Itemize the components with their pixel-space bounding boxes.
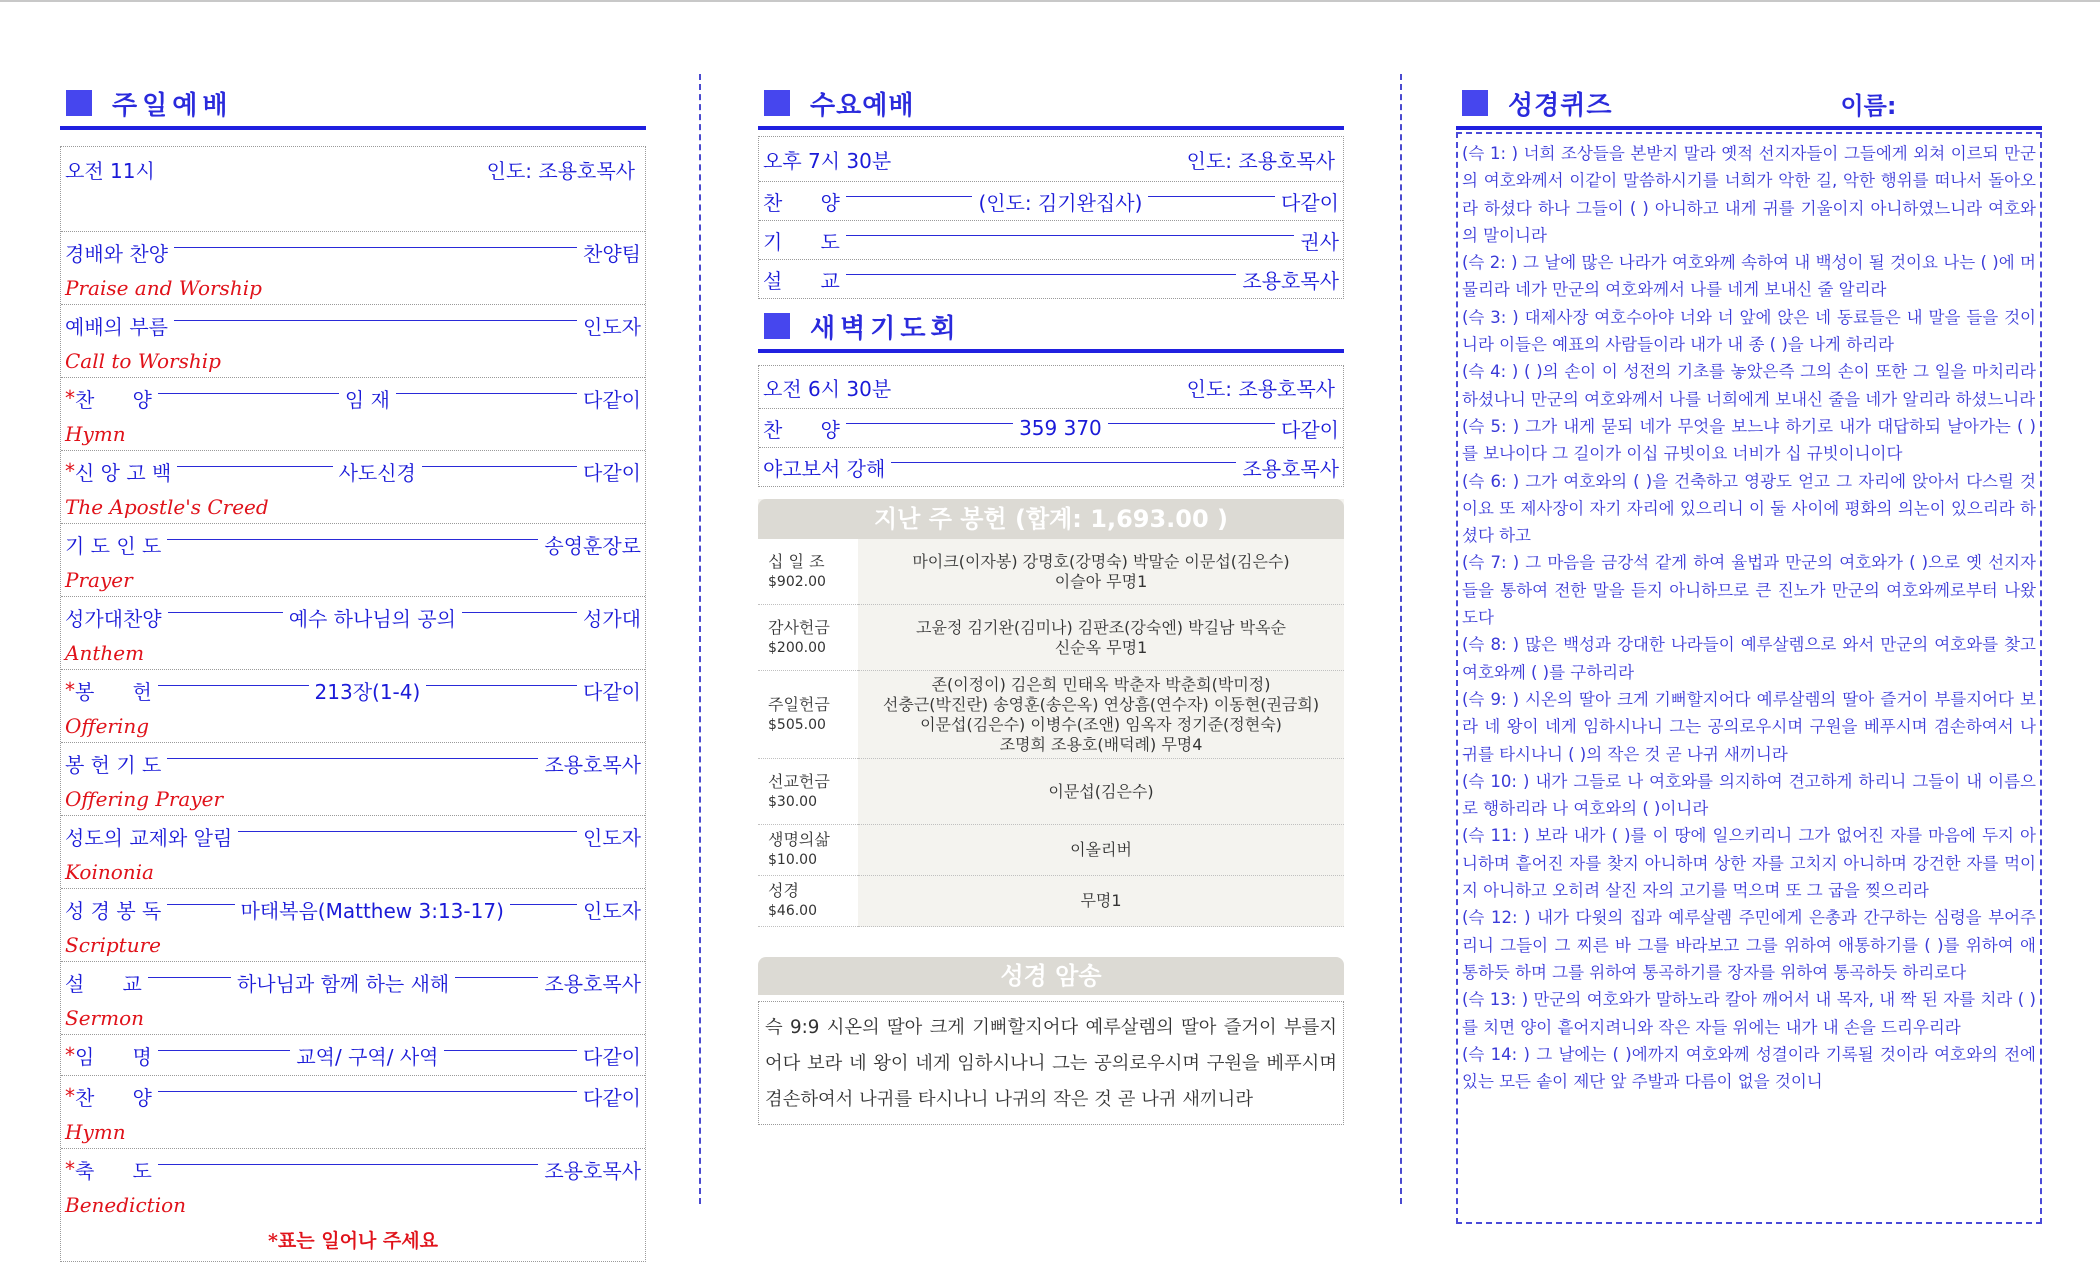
order-label: 신 앙 고 백 [75,460,172,485]
order-person: 송영훈장로 [544,533,641,558]
sunday-order-box [60,146,646,1262]
sunday-time-row [61,147,645,232]
offering-amount: $902.00 [768,573,826,590]
order-person: 조용호목사 [544,971,641,996]
order-person: 조용호목사 [544,1158,641,1183]
wednesday-worship-header [758,80,1344,130]
order-label: 찬 양 [763,417,840,442]
required-stand-marker: * [65,678,75,702]
order-line [65,305,641,345]
order-person: 권사 [1300,229,1339,254]
offering-donors [858,605,1344,671]
bible-quiz-column [1456,80,2042,1224]
offering-category-name: 생명의삶 [768,830,830,849]
donor-line: 무명1 [1080,891,1122,910]
sunday-order-item [61,451,645,524]
sunday-order-item [61,232,645,305]
offering-row [758,825,1344,876]
leader-line [846,274,1237,275]
offering-rows [758,539,1344,927]
quiz-question: (슥 4: ) ( )의 손이 이 성전의 기초를 놓았은즉 그의 손이 또한 그 일을 마치리라 하셨나니 만군의 여호와께서 나를 너희에게 보내신 줄을 네가 알리라 하셨느니라 [1462,362,2036,409]
donor-line: 조명희 조용호(배덕례) 무명4 [999,734,1203,754]
order-person: 다같이 [583,1044,642,1069]
sunday-order-item [61,1035,645,1076]
sunday-order-item [61,378,645,451]
middle-column [758,80,1344,1125]
leader-line [1108,423,1275,424]
leader-line [158,685,309,686]
square-bullet-icon [764,90,790,116]
order-label: 축 도 [75,1158,152,1183]
column-divider-left [699,74,701,1204]
offering-category [758,825,858,876]
donor-line: 존(이정이) 김은희 민태옥 박춘자 박춘희(박미정) [931,674,1271,694]
dawn-order-item [759,409,1343,448]
sunday-time: 오전 11시 [65,158,155,183]
sunday-worship-header [60,80,646,130]
quiz-question: (슥 6: ) 그가 여호와의 ( )을 건축하고 영광도 얻고 그 자리에 앉아서 다스릴 것이요 또 제사장이 자기 자리에 있으리니 이 둘 사이에 평화의 의논이 있으리라 하셨다 하고 [1462,471,2036,546]
offering-category [758,876,858,927]
dawn-order-box [758,365,1344,487]
order-detail: 사도신경 [338,460,416,485]
sunday-order-item [61,524,645,597]
offering-section [758,499,1344,927]
order-detail: 하나님과 함께 하는 새해 [236,971,450,996]
dawn-time-row [759,366,1343,409]
donor-line: 이문섭(김은수) 이병수(조앤) 임옥자 정기준(정현숙) [920,714,1282,734]
wednesday-order-item [759,221,1343,260]
order-label: 찬 양 [763,190,840,215]
order-english-label: Hymn [65,422,126,446]
leader-line [174,320,577,321]
leader-line [426,685,577,686]
leader-line [846,235,1295,236]
order-label: 봉 헌 [75,679,152,704]
order-label: 설 교 [65,971,142,996]
bible-quiz-questions [1462,140,2036,1095]
order-line [65,597,641,637]
leader-line [158,1050,291,1051]
offering-category [758,759,858,825]
order-person: 다같이 [583,679,641,704]
order-label: 예배의 부름 [65,314,168,339]
leader-line [177,466,332,467]
leader-line [238,831,577,832]
offering-row [758,876,1344,927]
order-detail: 마태복음(Matthew 3:13-17) [240,898,504,923]
offering-row [758,671,1344,759]
order-label: 설 교 [763,268,840,293]
order-detail: 359 370 [1019,416,1102,440]
quiz-question: (슥 7: ) 그 마음을 금강석 같게 하여 율법과 만군의 여호와가 ( )으로 옛 선지자들을 통하여 전한 말을 듣지 아니하므로 큰 진노가 만군의 여호와께로부터 나왔도다 [1462,553,2036,628]
sunday-order-item [61,597,645,670]
order-line [65,524,641,564]
sunday-order-item [61,962,645,1035]
order-label: 찬 양 [75,387,152,412]
order-label: 임 명 [75,1044,152,1069]
order-person: 다같이 [1281,417,1340,442]
order-english-label: Koinonia [65,860,154,884]
sunday-order-item [61,305,645,378]
donor-line: 이올리버 [1070,840,1132,859]
sunday-order-item [61,889,645,962]
memory-verse-box [758,1001,1344,1125]
order-line [763,182,1339,220]
quiz-question: (슥 8: ) 많은 백성과 강대한 나라들이 예루살렘으로 와서 만군의 여호와를 찾고 여호와께 ( )를 구하리라 [1462,635,2036,682]
offering-title: 지난 주 봉헌 (합계: 1,693.00 ) [758,499,1344,539]
leader-line [167,539,538,540]
wednesday-time: 오후 7시 30분 [763,148,892,173]
order-line [65,816,641,856]
column-divider-right [1400,74,1402,1204]
offering-category-name: 감사헌금 [768,617,830,637]
order-english-label: Anthem [65,641,145,665]
offering-category [758,539,858,605]
quiz-question: (슥 1: ) 너희 조상들을 본받지 말라 옛적 선지자들이 그들에게 외쳐 이르되 만군의 여호와께서 이같이 말씀하시기를 너희가 악한 길, 악한 행위를 떠나서 돌아오라 하셨다 하나 그들이 ( ) 아니하고 내게 귀를 기울이지 아니하였느니라 여호와의 말이니라 [1462,144,2036,245]
wednesday-order-box [758,136,1344,299]
offering-row [758,605,1344,671]
order-label: 성 경 봉 독 [65,898,162,923]
order-line [65,1035,641,1075]
leader-line [148,977,231,978]
leader-line [444,1050,577,1051]
order-person: 다같이 [1281,190,1339,215]
order-english-label: The Apostle's Creed [65,495,269,519]
dawn-order-item [759,448,1343,486]
offering-category-name: 십 일 조 [768,551,825,571]
order-line [65,1076,641,1116]
dawn-time: 오전 6시 30분 [763,376,892,401]
offering-category [758,605,858,671]
order-line [65,743,641,783]
order-label: 성도의 교제와 알림 [65,825,233,850]
donor-line: 이문섭(김은수) [1048,781,1154,801]
wednesday-worship-title: 수요예배 [810,90,915,121]
order-english-label: Offering Prayer [65,787,224,811]
order-line [763,260,1339,298]
quiz-question: (슥 11: ) 보라 내가 ( )를 이 땅에 일으키리니 그가 없어진 자를 마음에 두지 아니하며 흩어진 자를 찾지 아니하며 상한 자를 고치지 아니하며 강건한 자를 먹이지 아니하고 오히려 살진 자의 고기를 먹으며 또 그 굽을 찢으리라 [1462,826,2036,901]
sunday-order-item [61,1076,645,1149]
offering-amount: $200.00 [768,639,826,656]
leader-line [158,1164,539,1165]
order-detail: 213장(1-4) [314,679,421,704]
offering-row [758,759,1344,825]
memory-verse-section [758,957,1344,1125]
offering-table [758,539,1344,927]
order-english-label: Sermon [65,1006,144,1030]
required-stand-marker: * [65,459,75,483]
order-person: 인도자 [583,314,641,339]
offering-donors [858,539,1344,605]
order-line [65,670,641,710]
memory-verse-text: 슥 9:9 시온의 딸아 크게 기뻐할지어다 예루살렘의 딸아 즐거이 부를지어다 보라 네 왕이 네게 임하시나니 그는 공의로우시며 구원을 베푸시며 겸손하여서 나귀를 타시나니 나귀의 작은 것 곧 나귀 새끼니라 [765,1017,1337,1110]
order-person: 인도자 [583,825,641,850]
quiz-question: (슥 3: ) 대제사장 여호수아야 너와 너 앞에 앉은 네 동료들은 내 말을 들을 것이니라 이들은 예표의 사람들이라 내가 내 종 ( )을 나게 하리라 [1462,307,2036,355]
leader-line [422,466,577,467]
order-label: 기 도 [763,229,840,254]
quiz-question: (슥 5: ) 그가 내게 묻되 네가 무엇을 보느냐 하기로 내가 대답하되 날아가는 ( )를 보나이다 그 길이가 이십 규빗이요 너비가 십 규빗이니이다 [1462,416,2036,464]
leader-line [168,612,283,613]
leader-line [167,758,538,759]
memory-verse-title: 성경 암송 [758,957,1344,995]
leader-line [846,196,973,197]
offering-category-name: 주일헌금 [768,694,830,714]
order-line [65,378,641,418]
offering-donors [858,671,1344,759]
dawn-prayer-title: 새벽기도회 [810,313,961,344]
name-label: 이름: [1840,91,1897,120]
offering-category-name: 선교헌금 [768,771,830,791]
dawn-prayer-header [758,303,1344,353]
required-stand-marker: * [65,1157,75,1181]
order-line [65,451,641,491]
order-detail: 예수 하나님의 공의 [288,606,456,631]
leader-line [510,904,577,905]
order-person: 조용호목사 [1242,456,1339,481]
donor-line: 선충근(박진란) 송영훈(송은옥) 연상흠(연수자) 이동현(권금희) [882,694,1320,714]
order-english-label: Hymn [65,1120,126,1144]
order-person: 조용호목사 [1242,268,1339,293]
quiz-question: (슥 12: ) 내가 다윗의 집과 예루살렘 주민에게 은총과 간구하는 심령을 부어주리니 그들이 그 찌른 바 그를 바라보고 그를 위하여 애통하기를 ( )를 위하여 애통하듯 하며 그를 위하여 통곡하기를 장자를 위하여 통곡하듯 하리로다 [1462,908,2036,982]
quiz-question: (슥 13: ) 만군의 여호와가 말하노라 칼아 깨어서 내 목자, 내 짝 된 자를 치라 ( )를 치면 양이 흩어지려니와 작은 자들 위에는 내가 내 손을 드리우리라 [1462,990,2036,1037]
order-label: 야고보서 강해 [763,456,886,481]
order-english-label: Scripture [65,933,161,957]
order-person: 조용호목사 [544,752,641,777]
sunday-order-item [61,743,645,816]
leader-line [1148,196,1275,197]
required-stand-marker: * [65,1084,75,1108]
order-person: 다같이 [583,387,642,412]
required-stand-marker: * [65,1043,75,1067]
wednesday-order-item [759,182,1343,221]
bible-quiz-box [1456,132,2042,1224]
offering-donors [858,876,1344,927]
top-border-line [0,0,2100,2]
wednesday-leader: 인도: 조용호목사 [1186,148,1335,173]
wednesday-order-list [759,182,1343,298]
order-line [763,409,1339,447]
offering-row [758,539,1344,605]
offering-amount: $46.00 [768,903,817,919]
order-person: 다같이 [583,460,642,485]
leader-line [462,612,577,613]
wednesday-order-item [759,260,1343,298]
sunday-order-list [61,232,645,1221]
offering-category [758,671,858,759]
leader-line [167,904,234,905]
order-line [763,221,1339,259]
donor-line: 고윤정 김기완(김미나) 김판조(강숙엔) 박길남 박옥순 [916,617,1286,637]
order-label: 기 도 인 도 [65,533,162,558]
order-person: 성가대 [583,606,642,631]
leader-line [158,1091,577,1092]
stand-up-footnote: *표는 일어나 주세요 [268,1230,438,1252]
order-detail: (인도: 김기완집사) [978,190,1143,215]
offering-amount: $10.00 [768,852,817,868]
offering-category-name: 성경 [768,881,799,900]
quiz-question: (슥 14: ) 그 날에는 ( )에까지 여호와께 성결이라 기록될 것이라 여호와의 전에 있는 모든 솥이 제단 앞 주발과 다름이 없을 것이니 [1462,1044,2036,1092]
order-detail: 임 재 [344,387,390,412]
order-person: 인도자 [583,898,641,923]
order-line [763,448,1339,486]
order-label: 경배와 찬양 [65,241,168,266]
order-label: 성가대찬양 [65,606,162,631]
order-english-label: Benediction [65,1193,187,1217]
order-line [65,962,641,1002]
quiz-question: (슥 2: ) 그 날에 많은 나라가 여호와께 속하여 내 백성이 될 것이요 나는 ( )에 머물리라 네가 만군의 여호와께서 나를 네게 보내신 줄 알리라 [1462,253,2036,300]
wednesday-time-row [759,137,1343,182]
order-person: 찬양팀 [583,241,641,266]
dawn-order-list [759,409,1343,486]
leader-line [174,247,577,248]
square-bullet-icon [66,90,92,116]
sunday-leader: 인도: 조용호목사 [486,158,635,183]
leader-line [396,393,577,394]
square-bullet-icon [1462,90,1488,116]
order-english-label: Praise and Worship [65,276,262,300]
order-english-label: Prayer [65,568,133,592]
donor-line: 신순옥 무명1 [1054,637,1148,657]
offering-donors [858,759,1344,825]
order-person: 다같이 [583,1085,641,1110]
sunday-worship-column [60,80,646,1262]
sunday-order-item [61,1149,645,1221]
sunday-order-item [61,670,645,743]
required-stand-marker: * [65,386,75,410]
leader-line [846,423,1013,424]
sunday-worship-title: 주일예배 [112,90,233,121]
order-line [65,232,641,272]
donor-line: 마이크(이자봉) 강명호(강명숙) 박말순 이문섭(김은수) [912,551,1290,571]
dawn-leader: 인도: 조용호목사 [1186,376,1335,401]
order-english-label: Offering [65,714,150,738]
offering-amount: $505.00 [768,716,826,733]
quiz-question: (슥 10: ) 내가 그들로 나 여호와를 의지하여 견고하게 하리니 그들이 내 이름으로 행하리라 나 여호와의 ( )이니라 [1462,771,2036,819]
leader-line [455,977,538,978]
donor-line: 이슬아 무명1 [1054,571,1148,591]
sunday-footnote-row [61,1221,645,1261]
order-label: 봉 헌 기 도 [65,752,162,777]
bible-quiz-title: 성경퀴즈 [1508,90,1613,121]
offering-amount: $30.00 [768,793,817,810]
order-line [65,1149,641,1189]
leader-line [158,393,339,394]
bible-quiz-header [1456,80,2042,130]
leader-line [891,462,1236,463]
order-detail: 교역/ 구역/ 사역 [296,1044,439,1069]
sunday-order-item [61,816,645,889]
square-bullet-icon [764,313,790,339]
offering-donors [858,825,1344,876]
order-english-label: Call to Worship [65,349,221,373]
quiz-question: (슥 9: ) 시온의 딸아 크게 기뻐할지어다 예루살렘의 딸아 즐거이 부를지어다 보라 네 왕이 네게 임하시나니 그는 공의로우시며 구원을 베푸시며 겸손하여서 나귀를 타시나니 ( )의 작은 것 곧 나귀 새끼니라 [1462,689,2036,764]
order-label: 찬 양 [75,1085,152,1110]
order-line [65,889,641,929]
